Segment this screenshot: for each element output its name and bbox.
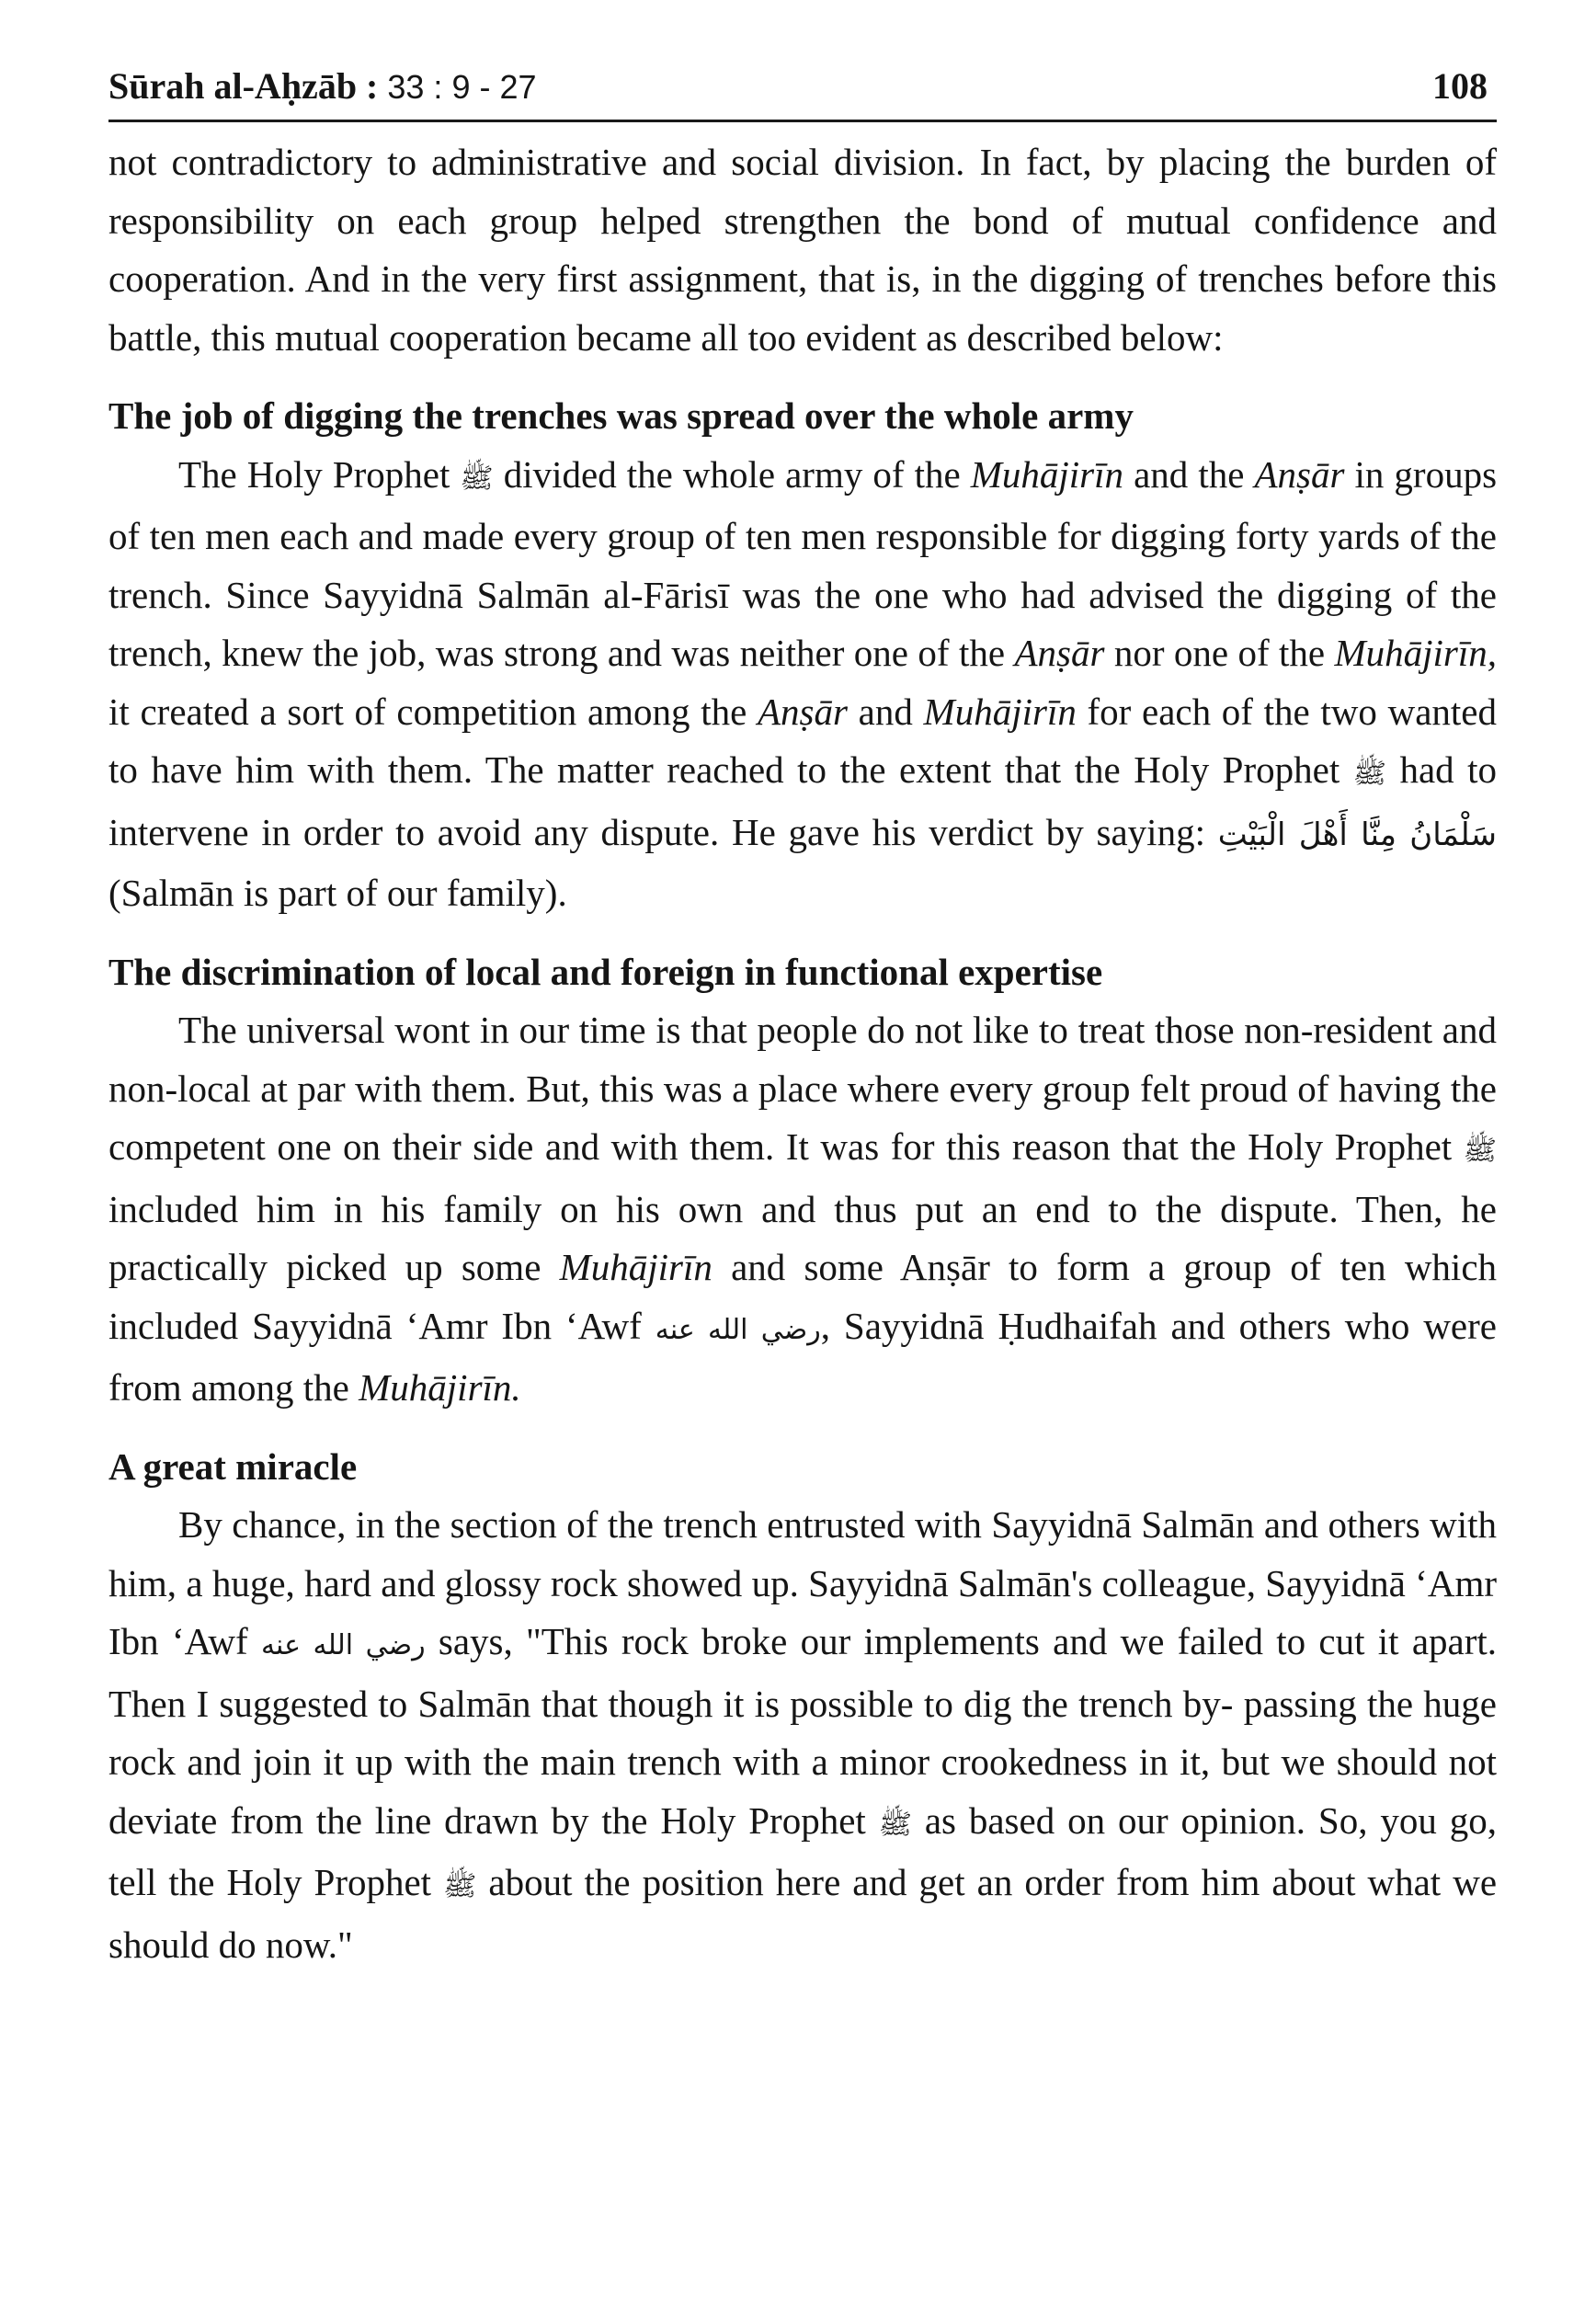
salutation-icon: ﷺ	[460, 462, 494, 495]
page-content	[108, 133, 1497, 1974]
radiallahu-icon: رضي الله عنه	[655, 1313, 821, 1346]
running-head-title	[108, 64, 537, 108]
emphasis-term: Muhājirīn	[970, 452, 1124, 496]
paragraph-miracle: By chance, in the section of the trench entrusted with Sayyidnā Salmān and others with him, a huge, hard and glossy rock showed up. Sayyidnā Salmān's colleague, Sayyidnā ‘Amr Ibn ‘Awf رضي الله عنه says, "This rock broke our implements and we failed to cut it apart. Then I suggested to Salmān that though it is possible to dig the trench by- passing the huge rock and join it up with the main trench with a minor crookedness in it, but we should not deviate from the line drawn by the Holy Prophet ﷺ as based on our opinion. So, you go, tell the Holy Prophet ﷺ about the position here and get an order from him about what we should do now."	[108, 1503, 1498, 1966]
emphasis-term: Anṣār	[1254, 452, 1345, 496]
surah-name: Sūrah al-Aḥzāb :	[108, 65, 379, 107]
emphasis-term: Muhājirīn,	[1334, 632, 1498, 674]
radiallahu-icon: رضي الله عنه	[260, 1629, 426, 1661]
section-heading-trench-job: The job of digging the trenches was spread over the whole army	[108, 394, 1134, 437]
paragraph-trench-job: The Holy Prophet ﷺ divided the whole army of the Muhājirīn and the Anṣār in groups of ten men each and made every group of ten men responsible for digging forty yards of the trench. Since Sayyidnā Salmān al-Fārisī was the one who had advised the digging of the trench, knew the job, was strong and was neither one of the Anṣār nor one of the Muhājirīn, it created a sort of competition among the Anṣār and Muhājirīn for each of the two wanted to have him with them. The matter reached to the extent that the Holy Prophet ﷺ had to intervene in order to avoid any dispute. He gave his verdict by saying: سَلْمَانُ مِنَّا أَهْلَ الْبَيْتِ (Salmān is part of our family).	[108, 452, 1498, 914]
emphasis-term: Anṣār	[1014, 632, 1105, 674]
emphasis-term: Anṣār	[758, 690, 848, 733]
emphasis-term: Muhājirīn	[559, 1246, 712, 1288]
salutation-icon: ﷺ	[878, 1808, 912, 1841]
arabic-quote: سَلْمَانُ مِنَّا أَهْلَ الْبَيْتِ	[1217, 816, 1498, 853]
intro-paragraph: not contradictory to administrative and social division. In fact, by placing the burden of responsibility on each group helped strengthen the bond of mutual confidence and cooperation. And in the very first assignment, that is, in the digging of trenches before this battle, this mutual cooperation became all too evident as described below:	[108, 141, 1497, 359]
verse-reference: 33 : 9 - 27	[387, 68, 537, 106]
salutation-icon: ﷺ	[1463, 1135, 1498, 1167]
emphasis-term: Muhājirīn.	[359, 1366, 521, 1409]
page-number: 108	[1432, 65, 1488, 107]
emphasis-term: Muhājirīn	[923, 690, 1077, 733]
paragraph-local-foreign: The universal wont in our time is that people do not like to treat those non-resident and non-local at par with them. But, this was a place where every group felt proud of having the competent one on their side and with them. It was for this reason that the Holy Prophet ﷺ included him in his family on his own and thus put an end to the dispute. Then, he practically picked up some Muhājirīn and some Anṣār to form a group of ten which included Sayyidnā ‘Amr Ibn ‘Awf رضي الله عنه, Sayyidnā Ḥudhaifah and others who were from among the Muhājirīn.	[108, 1009, 1498, 1409]
section-heading-miracle: A great miracle	[108, 1444, 358, 1488]
salutation-icon: ﷺ	[443, 1870, 477, 1902]
salutation-icon: ﷺ	[1352, 758, 1386, 790]
running-head	[108, 57, 1497, 122]
section-heading-local-foreign: The discrimination of local and foreign in functional expertise	[108, 950, 1103, 993]
book-page	[108, 57, 1497, 1974]
